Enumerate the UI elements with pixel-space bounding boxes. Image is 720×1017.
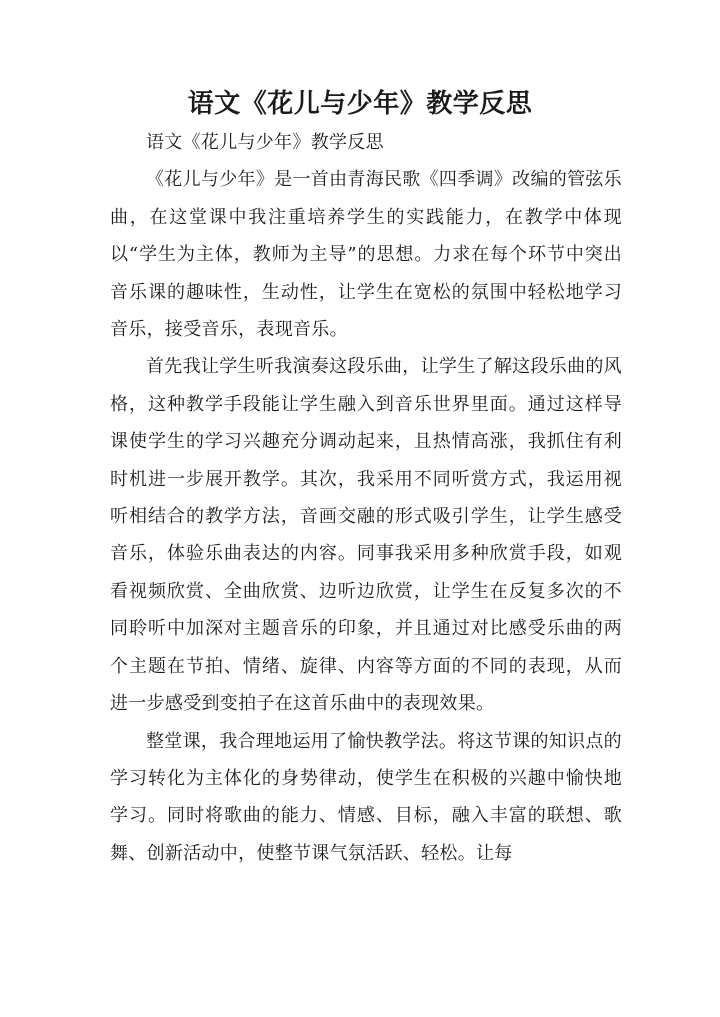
paragraph: 《花儿与少年》是一首由青海民歌《四季调》改编的管弦乐曲，在这堂课中我注重培养学生的实践能力，在教学中体现以“学生为主体，教师为主导”的思想。力求在每个环节中突出音乐课的趣味性，生动性，让学生在宽松的氛围中轻松地学习音乐，接受音乐，表现音乐。 (110, 169, 622, 341)
paragraph: 整堂课，我合理地运用了愉快教学法。将这节课的知识点的学习转化为主体化的身势律动，使学生在积极的兴趣中愉快地学习。同时将歌曲的能力、情感、目标，融入丰富的联想、歌舞、创新活动中，使整节课气氛活跃、轻松。让每 (110, 730, 622, 864)
document-title: 语文《花儿与少年》教学反思 (187, 89, 533, 119)
subtitle-line: 语文《花儿与少年》教学反思 (146, 132, 384, 153)
paragraph: 首先我让学生听我演奏这段乐曲，让学生了解这段乐曲的风格，这种教学手段能让学生融入到音乐世界里面。通过这样导课使学生的学习兴趣充分调动起来，且热情高涨，我抓住有利时机进一步展开教学。其次，我采用不同听赏方式，我运用视听相结合的教学方法，音画交融的形式吸引学生，让学生感受音乐，体验乐曲表达的内容。同事我采用多种欣赏手段，如观看视频欣赏、全曲欣赏、边听边欣赏，让学生在反复多次的不同聆听中加深对主题音乐的印象，并且通过对比感受乐曲的两个主题在节拍、情绪、旋律、内容等方面的不同的表现，从而进一步感受到变拍子在这首乐曲中的表现效果。 (110, 356, 622, 715)
document-body (110, 124, 622, 872)
